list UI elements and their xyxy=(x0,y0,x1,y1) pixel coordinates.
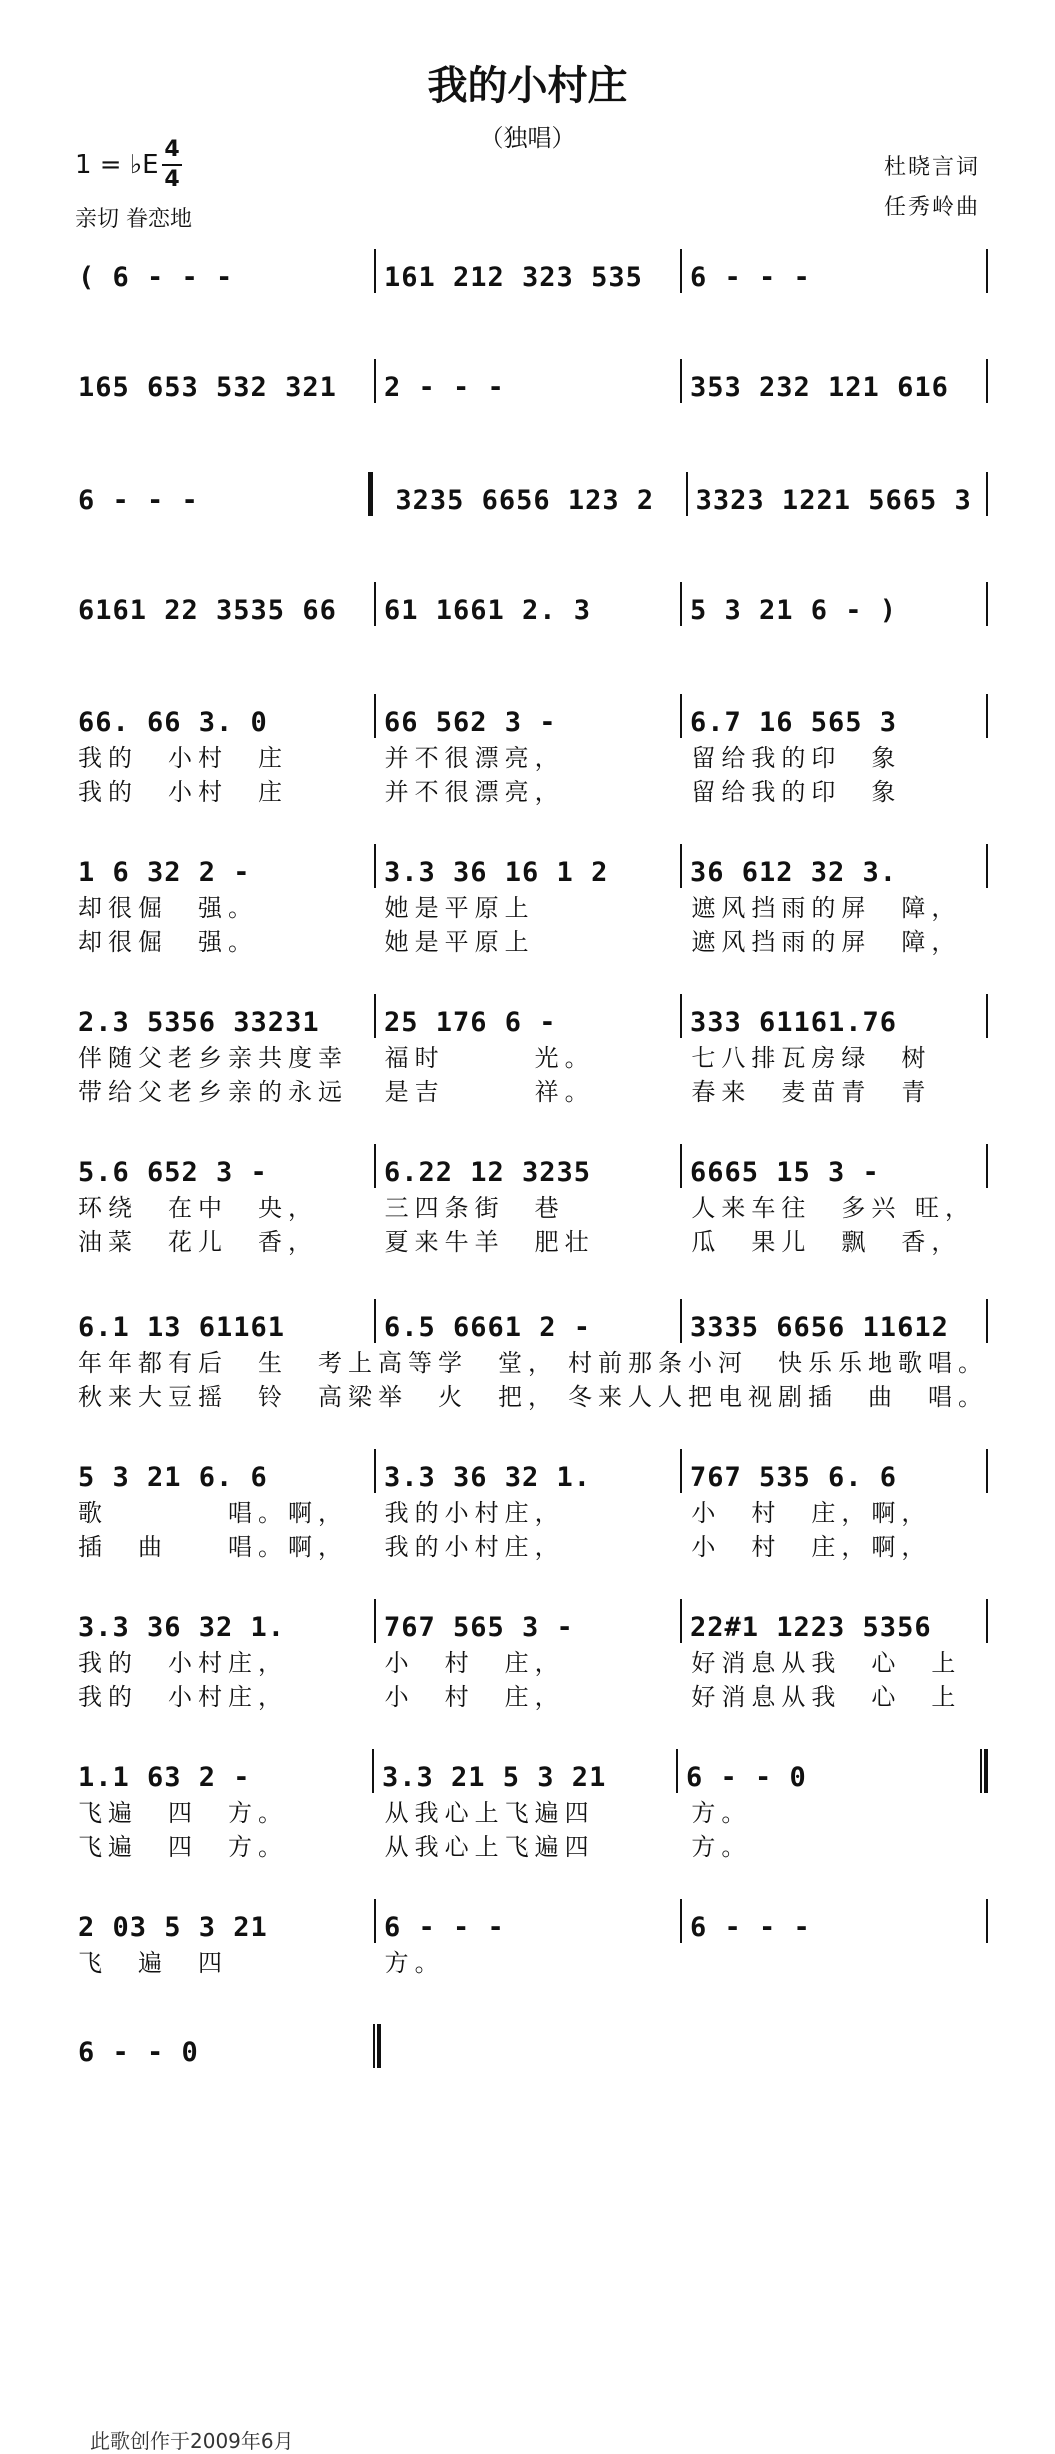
lyric-text: 我的小村庄， xyxy=(384,1532,565,1561)
measure: 3335 6656 11612 xyxy=(690,1312,949,1343)
measure-row xyxy=(68,468,988,516)
measure-row xyxy=(68,1445,988,1493)
measure: 6665 15 3 - xyxy=(690,1157,880,1188)
footer-note: 此歌创作于2009年6月 xyxy=(90,2429,294,2453)
measure: 6 - - - xyxy=(78,485,199,516)
measure: 6 - - 0 xyxy=(686,1762,807,1793)
lyric-text: 带给父老乡亲的永远 xyxy=(78,1077,348,1106)
measure: 6.22 12 3235 xyxy=(384,1157,592,1188)
lyric-line-verse-2 xyxy=(68,1827,988,1861)
composer-credit: 任秀岭曲 xyxy=(883,195,980,220)
measure: 22#1 1223 5356 xyxy=(690,1612,932,1643)
measure: 3.3 36 16 1 2 xyxy=(384,857,609,888)
measure: 61 1661 2. 3 xyxy=(384,595,592,626)
measure-row xyxy=(68,690,988,738)
lyric-text: 环绕 在中 央， xyxy=(78,1193,318,1222)
lyric-text: 村前那条小河 快乐乐地歌唱。 xyxy=(568,1348,988,1377)
lyric-text: 好消息从我 心 上 xyxy=(691,1648,962,1677)
lyric-text: 考上高等学 堂， xyxy=(318,1348,558,1377)
time-signature-bottom: 4 xyxy=(164,167,180,192)
song-subtitle: （独唱） xyxy=(479,124,576,152)
lyric-text: 却很倔 强。 xyxy=(78,927,258,956)
repeat-barline xyxy=(368,472,387,516)
final-barline xyxy=(980,1749,988,1793)
lyric-line-verse-1 xyxy=(68,1343,988,1377)
score-system xyxy=(68,2020,988,2068)
measure: 1 6 32 2 - xyxy=(78,857,251,888)
barline xyxy=(986,582,988,626)
lyric-text: 飞遍 四 方。 xyxy=(78,1832,288,1861)
lyric-text: 秋来大豆摇 铃 xyxy=(78,1382,288,1411)
score-system xyxy=(68,1745,988,1861)
lyric-text: 好消息从我 心 上 xyxy=(691,1682,962,1711)
measure: 6.1 13 61161 xyxy=(78,1312,286,1343)
score-system xyxy=(68,1895,988,1977)
lyric-text: 人来车往 多兴 旺， xyxy=(691,1193,975,1222)
measure-row xyxy=(68,1140,988,1188)
barline xyxy=(986,1599,988,1643)
measure: 165 653 532 321 xyxy=(78,372,337,403)
lyric-text: 春来 麦苗青 青 xyxy=(691,1077,932,1106)
lyric-text: 方。 xyxy=(691,1832,752,1861)
lyric-text: 瓜 果儿 飘 香， xyxy=(691,1227,962,1256)
lyric-text: 高梁举 火 把， xyxy=(318,1382,558,1411)
lyric-text: 我的 小村 庄 xyxy=(78,743,288,772)
lyric-line-verse-1 xyxy=(68,1643,988,1677)
lyric-text: 从我心上飞遍四 xyxy=(384,1832,595,1861)
lyric-text: 飞 遍 四 xyxy=(78,1948,228,1977)
score-system xyxy=(68,990,988,1106)
measure: 767 565 3 - xyxy=(384,1612,574,1643)
lyric-text: 遮风挡雨的屏 障， xyxy=(691,893,962,922)
measure: 3323 1221 5665 3 xyxy=(695,485,972,516)
lyric-text: 三四条街 巷 xyxy=(384,1193,565,1222)
barline xyxy=(986,844,988,888)
score-system xyxy=(68,1295,988,1411)
lyric-text: 却很倔 强。 xyxy=(78,893,258,922)
lyric-text: 小 村 庄，啊， xyxy=(691,1498,932,1527)
measure-row xyxy=(68,990,988,1038)
lyric-text: 方。 xyxy=(691,1798,752,1827)
lyric-text: 我的 小村庄， xyxy=(78,1648,288,1677)
time-signature-divider xyxy=(162,164,182,166)
lyric-text: 歌 唱。啊， xyxy=(78,1498,348,1527)
score-system xyxy=(68,245,988,293)
measure: 66. 66 3. 0 xyxy=(78,707,268,738)
measure: 2 - - - xyxy=(384,372,505,403)
measure: 2 03 5 3 21 xyxy=(78,1912,268,1943)
barline xyxy=(986,1449,988,1493)
measure-row xyxy=(68,1595,988,1643)
lyric-line-verse-1 xyxy=(68,1188,988,1222)
lyric-text: 遮风挡雨的屏 障， xyxy=(691,927,962,956)
measure-row xyxy=(68,578,988,626)
measure: 25 176 6 - xyxy=(384,1007,557,1038)
measure: 3.3 36 32 1. xyxy=(384,1462,592,1493)
lyric-line-verse-2 xyxy=(68,1072,988,1106)
measure: 5 3 21 6 - ) xyxy=(690,595,898,626)
lyric-line-verse-1 xyxy=(68,1038,988,1072)
lyric-text: 她是平原上 xyxy=(384,927,535,956)
lyric-line-verse-2 xyxy=(68,922,988,956)
lyric-text: 留给我的印 象 xyxy=(691,743,902,772)
lyric-line-verse-1 xyxy=(68,1943,988,1977)
lyric-line-verse-2 xyxy=(68,1377,988,1411)
lyric-text: 油菜 花儿 香， xyxy=(78,1227,318,1256)
measure: 5 3 21 6. 6 xyxy=(78,1462,268,1493)
lyric-text: 并不很漂亮， xyxy=(384,743,565,772)
measure: 1.1 63 2 - xyxy=(78,1762,251,1793)
barline xyxy=(986,472,988,516)
lyric-text: 我的小村庄， xyxy=(384,1498,565,1527)
song-title: 我的小村庄 xyxy=(427,63,628,109)
measure-row xyxy=(68,1745,988,1793)
lyric-text: 小 村 庄， xyxy=(384,1648,565,1677)
lyric-line-verse-2 xyxy=(68,772,988,806)
score-system xyxy=(68,355,988,403)
lyric-text: 夏来牛羊 肥壮 xyxy=(384,1227,595,1256)
lyric-line-verse-1 xyxy=(68,738,988,772)
lyric-text: 从我心上飞遍四 xyxy=(384,1798,595,1827)
measure: 66 562 3 - xyxy=(384,707,557,738)
measure: 3.3 36 32 1. xyxy=(78,1612,286,1643)
measure: 6 - - - xyxy=(690,1912,811,1943)
measure: 6 - - - xyxy=(690,262,811,293)
lyric-line-verse-2 xyxy=(68,1677,988,1711)
barline xyxy=(986,359,988,403)
lyric-line-verse-2 xyxy=(68,1527,988,1561)
lyric-text: 是吉 祥。 xyxy=(384,1077,595,1106)
score-system xyxy=(68,578,988,626)
lyric-text: 插 曲 唱。啊， xyxy=(78,1532,348,1561)
barline xyxy=(986,694,988,738)
measure: 6.7 16 565 3 xyxy=(690,707,898,738)
measure: 36 612 32 3. xyxy=(690,857,898,888)
lyric-line-verse-2 xyxy=(68,1222,988,1256)
lyric-text: 留给我的印 象 xyxy=(691,777,902,806)
expression-marking: 亲切 眷恋地 xyxy=(75,207,192,232)
measure: 6 - - 0 xyxy=(78,2037,199,2068)
measure-row xyxy=(68,355,988,403)
score-system xyxy=(68,690,988,806)
measure-row xyxy=(68,245,988,293)
time-signature-top: 4 xyxy=(164,137,180,162)
key-signature: 1 = ♭E xyxy=(75,150,159,180)
score-system xyxy=(68,840,988,956)
measure-row xyxy=(68,840,988,888)
barline xyxy=(986,994,988,1038)
lyric-text: 我的 小村庄， xyxy=(78,1682,288,1711)
lyric-line-verse-1 xyxy=(68,888,988,922)
score-system xyxy=(68,1445,988,1561)
measure: 6161 22 3535 66 xyxy=(78,595,337,626)
measure: 2.3 5356 33231 xyxy=(78,1007,320,1038)
barline xyxy=(986,249,988,293)
score-system xyxy=(68,1140,988,1256)
measure: 5.6 652 3 - xyxy=(78,1157,268,1188)
measure: 3.3 21 5 3 21 xyxy=(382,1762,607,1793)
lyric-text: 方。 xyxy=(384,1948,445,1977)
lyric-text: 年年都有后 生 xyxy=(78,1348,288,1377)
lyric-line-verse-1 xyxy=(68,1793,988,1827)
lyric-text: 并不很漂亮， xyxy=(384,777,565,806)
measure: 333 61161.76 xyxy=(690,1007,898,1038)
lyric-text: 飞遍 四 方。 xyxy=(78,1798,288,1827)
lyric-text: 小 村 庄， xyxy=(384,1682,565,1711)
score-system xyxy=(68,468,988,516)
lyricist-credit: 杜晓言词 xyxy=(883,155,980,180)
lyric-text: 冬来人人把电视剧插 曲 唱。 xyxy=(568,1382,988,1411)
measure: 161 212 323 535 xyxy=(384,262,643,293)
time-signature xyxy=(162,138,182,192)
lyric-text: 伴随父老乡亲共度幸 xyxy=(78,1043,348,1072)
measure-row xyxy=(68,2020,988,2068)
lyric-text: 小 村 庄，啊， xyxy=(691,1532,932,1561)
lyric-line-verse-1 xyxy=(68,1493,988,1527)
measure: ( 6 - - - xyxy=(78,262,234,293)
measure: 6 - - - xyxy=(384,1912,505,1943)
lyric-text: 她是平原上 xyxy=(384,893,535,922)
measure: 353 232 121 616 xyxy=(690,372,949,403)
barline xyxy=(986,1144,988,1188)
score-system xyxy=(68,1595,988,1711)
measure: 767 535 6. 6 xyxy=(690,1462,898,1493)
lyric-text: 七八排瓦房绿 树 xyxy=(691,1043,932,1072)
measure-row xyxy=(68,1895,988,1943)
measure-row xyxy=(68,1295,988,1343)
measure: 3235 6656 123 2 xyxy=(395,485,655,516)
barline xyxy=(986,1899,988,1943)
measure: 6.5 6661 2 - xyxy=(384,1312,592,1343)
barline xyxy=(986,1299,988,1343)
lyric-text: 我的 小村 庄 xyxy=(78,777,288,806)
final-barline xyxy=(373,2024,381,2068)
lyric-text: 福时 光。 xyxy=(384,1043,595,1072)
